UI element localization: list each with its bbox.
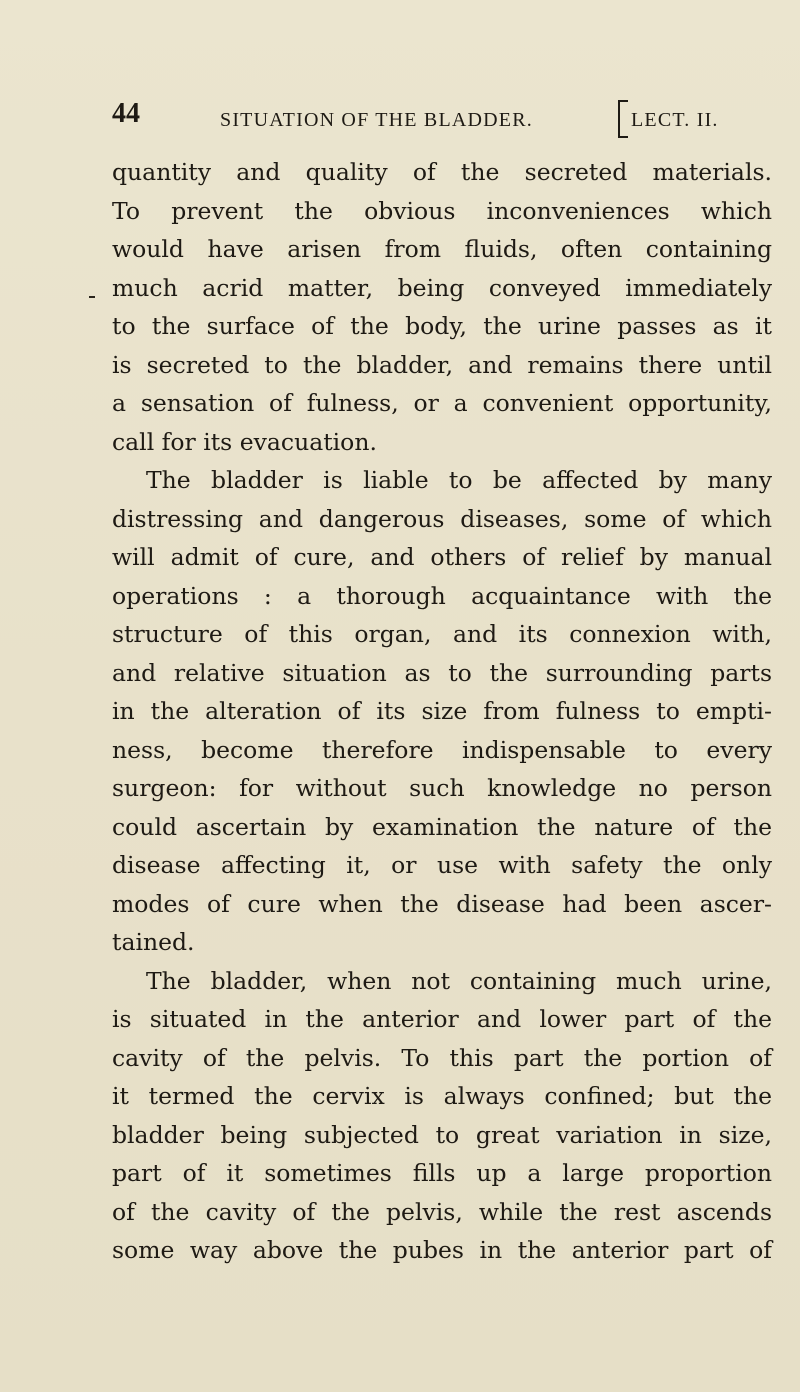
running-title: SITUATION OF THE BLADDER. — [220, 109, 533, 131]
text-line: much acrid matter, being conveyed immediately — [112, 273, 772, 302]
text-line: would have arisen from fluids, often containing — [112, 235, 772, 263]
text-line: to the surface of the body, the urine passes as it — [112, 312, 772, 340]
text-line: a sensation of fulness, or a convenient opportunity, — [112, 389, 772, 417]
body-text — [112, 153, 772, 1270]
margin-mark — [89, 296, 95, 298]
paragraph-start-line: The bladder, when not containing much urine, — [146, 966, 772, 995]
text-line: surgeon: for without such knowledge no person — [112, 774, 772, 802]
text-line: could ascertain by examination the nature of the — [112, 812, 772, 841]
text-line: and relative situation as to the surrounding parts — [112, 658, 772, 687]
section-label: LECT. II. — [631, 109, 719, 131]
text-line: cavity of the pelvis. To this part the portion of — [112, 1043, 772, 1072]
text-line: quantity and quality of the secreted materials. — [112, 158, 772, 186]
text-line: disease affecting it, or use with safety the only — [112, 851, 772, 879]
paragraph-start-line: The bladder is liable to be affected by many — [146, 466, 772, 494]
text-line: will admit of cure, and others of relief by manual — [112, 543, 772, 571]
page-number: 44 — [112, 98, 140, 129]
text-line: modes of cure when the disease had been ascer- — [112, 889, 772, 918]
text-line: tained. — [112, 928, 195, 956]
text-line: of the cavity of the pelvis, while the rest ascends — [112, 1197, 772, 1226]
text-line: To prevent the obvious inconveniences which — [112, 196, 772, 225]
text-line: some way above the pubes in the anterior part of — [112, 1236, 772, 1264]
page-header — [112, 98, 782, 138]
section-bracket — [618, 100, 628, 138]
text-line: distressing and dangerous diseases, some of which — [112, 504, 772, 533]
text-line: call for its evacuation. — [112, 427, 377, 456]
text-line: in the alteration of its size from fulness to empti- — [112, 697, 772, 725]
text-line: operations : a thorough acquaintance with the — [112, 581, 772, 610]
text-line: ness, become therefore indispensable to every — [112, 735, 772, 764]
text-line: structure of this organ, and its connexion with, — [112, 620, 772, 648]
text-line: bladder being subjected to great variation in size, — [112, 1120, 772, 1149]
text-line: it termed the cervix is always confined; but the — [112, 1082, 772, 1110]
text-line: is secreted to the bladder, and remains there until — [112, 350, 772, 379]
text-line: is situated in the anterior and lower part of the — [112, 1005, 772, 1033]
text-line: part of it sometimes fills up a large proportion — [112, 1159, 772, 1187]
